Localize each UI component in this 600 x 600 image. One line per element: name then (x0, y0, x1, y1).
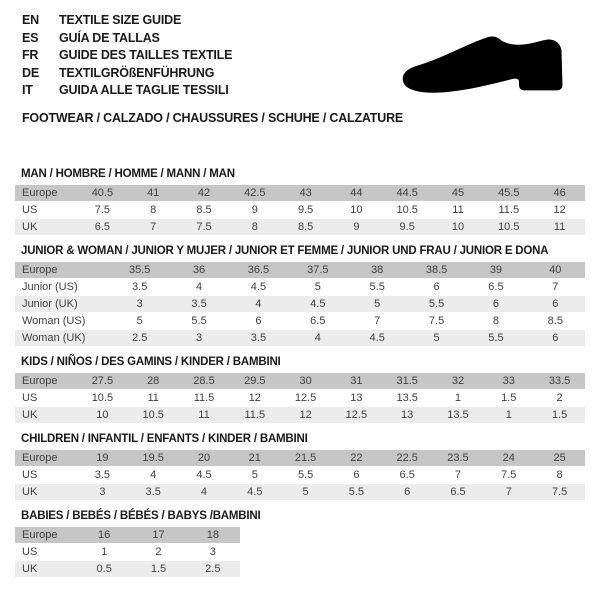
size-cell: 23.5 (433, 450, 484, 466)
size-section-babies (15, 510, 585, 578)
size-cell: 7.5 (483, 467, 534, 483)
size-cell: 28 (128, 373, 179, 389)
size-cell: 1.5 (131, 561, 185, 577)
size-cell: 11 (179, 407, 230, 423)
lang-code: EN (22, 13, 39, 27)
size-cell: 41 (128, 185, 179, 201)
size-cell: 5.5 (280, 467, 331, 483)
size-cell: 12 (280, 407, 331, 423)
size-cell: 9.5 (280, 202, 331, 218)
row-label: US (15, 544, 77, 560)
size-cell: 7.5 (77, 202, 128, 218)
row-label: Europe (15, 527, 77, 543)
size-cell: 36.5 (229, 262, 288, 278)
table-row (15, 407, 585, 423)
size-cell: 3 (110, 296, 169, 312)
size-cell: 45 (433, 185, 484, 201)
row-label: UK (15, 407, 77, 423)
size-cell: 8 (128, 202, 179, 218)
size-cell: 5 (110, 313, 169, 329)
section-title-children: CHILDREN / INFANTIL / ENFANTS / KINDER / BAMBINI (21, 432, 308, 445)
size-cell: 12.5 (331, 407, 382, 423)
size-cell: 24 (483, 450, 534, 466)
size-cell: 46 (534, 185, 585, 201)
row-label: UK (15, 219, 77, 235)
table-row (15, 390, 585, 406)
size-cell: 6 (331, 467, 382, 483)
size-cell: 20 (179, 450, 230, 466)
category-line: FOOTWEAR / CALZADO / CHAUSSURES / SCHUHE / CALZATURE (22, 110, 404, 125)
lang-code: ES (22, 30, 39, 45)
size-table-children (15, 449, 585, 501)
size-cell: 9 (331, 219, 382, 235)
row-label: Europe (15, 373, 77, 389)
size-cell: 2 (534, 390, 585, 406)
size-cell: 18 (186, 527, 240, 543)
size-cell: 4.5 (179, 467, 230, 483)
size-cell: 44 (331, 185, 382, 201)
row-label: Woman (US) (15, 313, 110, 329)
size-cell: 1 (77, 544, 131, 560)
size-cell: 4 (169, 279, 228, 295)
size-cell: 38 (348, 262, 407, 278)
size-cell: 11.5 (229, 407, 280, 423)
size-cell: 9.5 (382, 219, 433, 235)
row-label: US (15, 202, 77, 218)
size-cell: 10 (77, 407, 128, 423)
size-cell: 9 (229, 202, 280, 218)
size-cell: 5.5 (331, 484, 382, 500)
lang-text: TEXTILGRÖßENFÜHRUNG (59, 65, 215, 80)
size-cell: 38.5 (407, 262, 466, 278)
table-row (15, 185, 585, 201)
size-cell: 40 (526, 262, 585, 278)
size-cell: 8 (534, 467, 585, 483)
size-cell: 40.5 (77, 185, 128, 201)
size-cell: 28.5 (179, 373, 230, 389)
size-cell: 11.5 (179, 390, 230, 406)
size-cell: 7 (526, 279, 585, 295)
size-cell: 6.5 (288, 313, 347, 329)
table-row (15, 202, 585, 218)
size-cell: 6.5 (77, 219, 128, 235)
size-cell: 5.5 (407, 296, 466, 312)
table-row (15, 373, 585, 389)
size-cell: 43 (280, 185, 331, 201)
lang-text: GUIDE DES TAILLES TEXTILE (59, 48, 233, 62)
lang-code: IT (22, 83, 33, 97)
table-row (15, 296, 585, 312)
lang-text: GUÍA DE TALLAS (59, 30, 160, 45)
section-title-junior-woman: JUNIOR & WOMAN / JUNIOR Y MUJER / JUNIOR ET FEMME / JUNIOR UND FRAU / JUNIOR E DONA (21, 244, 549, 257)
size-cell: 4.5 (229, 484, 280, 500)
size-cell: 13.5 (433, 407, 484, 423)
size-section-junior-woman (15, 245, 585, 347)
size-cell: 42 (179, 185, 230, 201)
size-cell: 6 (466, 296, 525, 312)
size-cell: 3.5 (128, 484, 179, 500)
size-cell: 12 (229, 390, 280, 406)
size-cell: 11.5 (483, 202, 534, 218)
size-cell: 7 (483, 484, 534, 500)
size-cell: 29.5 (229, 373, 280, 389)
size-cell: 2 (131, 544, 185, 560)
size-cell: 36 (169, 262, 228, 278)
size-cell: 21 (229, 450, 280, 466)
size-cell: 10.5 (483, 219, 534, 235)
size-cell: 8.5 (280, 219, 331, 235)
size-cell: 1 (433, 390, 484, 406)
size-cell: 2.5 (110, 330, 169, 346)
size-cell: 33.5 (534, 373, 585, 389)
size-cell: 6.5 (466, 279, 525, 295)
size-cell: 4 (179, 484, 230, 500)
size-cell: 6 (526, 330, 585, 346)
size-cell: 13.5 (382, 390, 433, 406)
size-cell: 8 (229, 219, 280, 235)
size-cell: 5.5 (169, 313, 228, 329)
lang-row-en (22, 12, 585, 30)
size-cell: 33 (483, 373, 534, 389)
row-label: Woman (UK) (15, 330, 110, 346)
row-label: UK (15, 484, 77, 500)
size-cell: 5 (229, 467, 280, 483)
size-cell: 12 (534, 202, 585, 218)
size-cell: 6.5 (433, 484, 484, 500)
size-cell: 6 (229, 313, 288, 329)
row-label: US (15, 467, 77, 483)
size-cell: 8 (466, 313, 525, 329)
lang-text: TEXTILE SIZE GUIDE (59, 13, 182, 27)
size-cell: 3 (186, 544, 240, 560)
size-cell: 4.5 (229, 279, 288, 295)
size-cell: 3 (77, 484, 128, 500)
size-cell: 5 (348, 296, 407, 312)
size-cell: 6 (407, 279, 466, 295)
size-cell: 5.5 (466, 330, 525, 346)
size-section-man (15, 168, 585, 236)
row-label: Junior (US) (15, 279, 110, 295)
table-row (15, 527, 240, 543)
size-cell: 3.5 (169, 296, 228, 312)
table-row (15, 450, 585, 466)
section-title-kids: KIDS / NIÑOS / DES GAMINS / KINDER / BAMBINI (21, 355, 281, 368)
size-cell: 10.5 (128, 407, 179, 423)
size-cell: 11 (433, 202, 484, 218)
table-row (15, 279, 585, 295)
row-label: Europe (15, 185, 77, 201)
size-cell: 1 (483, 407, 534, 423)
size-cell: 6 (526, 296, 585, 312)
size-cell: 7 (128, 219, 179, 235)
size-cell: 31.5 (382, 373, 433, 389)
size-cell: 4.5 (288, 296, 347, 312)
size-cell: 0.5 (77, 561, 131, 577)
size-cell: 11 (534, 219, 585, 235)
size-table-babies (15, 526, 240, 578)
size-cell: 1.5 (483, 390, 534, 406)
row-label: UK (15, 561, 77, 577)
size-cell: 2.5 (186, 561, 240, 577)
size-cell: 45.5 (483, 185, 534, 201)
size-cell: 5 (288, 279, 347, 295)
row-label: US (15, 390, 77, 406)
size-cell: 7.5 (534, 484, 585, 500)
table-row (15, 330, 585, 346)
size-cell: 22.5 (382, 450, 433, 466)
size-cell: 30 (280, 373, 331, 389)
shoe-icon (390, 28, 580, 113)
size-cell: 35.5 (110, 262, 169, 278)
section-title-man: MAN / HOMBRE / HOMME / MANN / MAN (21, 167, 235, 180)
size-cell: 13 (382, 407, 433, 423)
size-section-children (15, 433, 585, 501)
table-row (15, 467, 585, 483)
size-cell: 12.5 (280, 390, 331, 406)
size-table-kids (15, 372, 585, 424)
size-cell: 6.5 (382, 467, 433, 483)
size-cell: 32 (433, 373, 484, 389)
size-cell: 3.5 (110, 279, 169, 295)
size-cell: 10 (433, 219, 484, 235)
table-row (15, 561, 240, 577)
size-cell: 39 (466, 262, 525, 278)
size-cell: 6 (382, 484, 433, 500)
table-row (15, 219, 585, 235)
size-cell: 5 (407, 330, 466, 346)
size-cell: 31 (331, 373, 382, 389)
lang-code: FR (22, 48, 39, 62)
size-cell: 5.5 (348, 279, 407, 295)
size-cell: 10.5 (382, 202, 433, 218)
lang-text: GUIDA ALLE TAGLIE TESSILI (59, 83, 229, 97)
size-cell: 19.5 (128, 450, 179, 466)
size-cell: 44.5 (382, 185, 433, 201)
size-cell: 37.5 (288, 262, 347, 278)
size-cell: 16 (77, 527, 131, 543)
size-section-kids (15, 356, 585, 424)
section-title-babies: BABIES / BEBÉS / BÉBÉS / BABYS /BAMBINI (21, 509, 261, 522)
row-label: Europe (15, 262, 110, 278)
size-cell: 5 (280, 484, 331, 500)
size-cell: 25 (534, 450, 585, 466)
size-cell: 7 (348, 313, 407, 329)
size-cell: 27.5 (77, 373, 128, 389)
size-cell: 3.5 (77, 467, 128, 483)
size-cell: 22 (331, 450, 382, 466)
size-cell: 4 (128, 467, 179, 483)
table-row (15, 262, 585, 278)
size-cell: 11 (128, 390, 179, 406)
size-cell: 3 (169, 330, 228, 346)
table-row (15, 313, 585, 329)
size-cell: 3.5 (229, 330, 288, 346)
size-cell: 19 (77, 450, 128, 466)
size-table-man (15, 184, 585, 236)
size-cell: 17 (131, 527, 185, 543)
size-cell: 10 (331, 202, 382, 218)
size-cell: 7 (433, 467, 484, 483)
size-cell: 13 (331, 390, 382, 406)
size-cell: 8.5 (526, 313, 585, 329)
size-cell: 4 (229, 296, 288, 312)
table-row (15, 544, 240, 560)
size-cell: 21.5 (280, 450, 331, 466)
lang-code: DE (22, 65, 39, 80)
size-cell: 4.5 (348, 330, 407, 346)
row-label: Junior (UK) (15, 296, 110, 312)
size-table-junior-woman (15, 261, 585, 347)
size-sections (15, 168, 585, 578)
size-cell: 42.5 (229, 185, 280, 201)
size-cell: 7.5 (407, 313, 466, 329)
size-cell: 1.5 (534, 407, 585, 423)
size-cell: 10.5 (77, 390, 128, 406)
table-row (15, 484, 585, 500)
size-cell: 7.5 (179, 219, 230, 235)
size-cell: 4 (288, 330, 347, 346)
row-label: Europe (15, 450, 77, 466)
size-cell: 8.5 (179, 202, 230, 218)
